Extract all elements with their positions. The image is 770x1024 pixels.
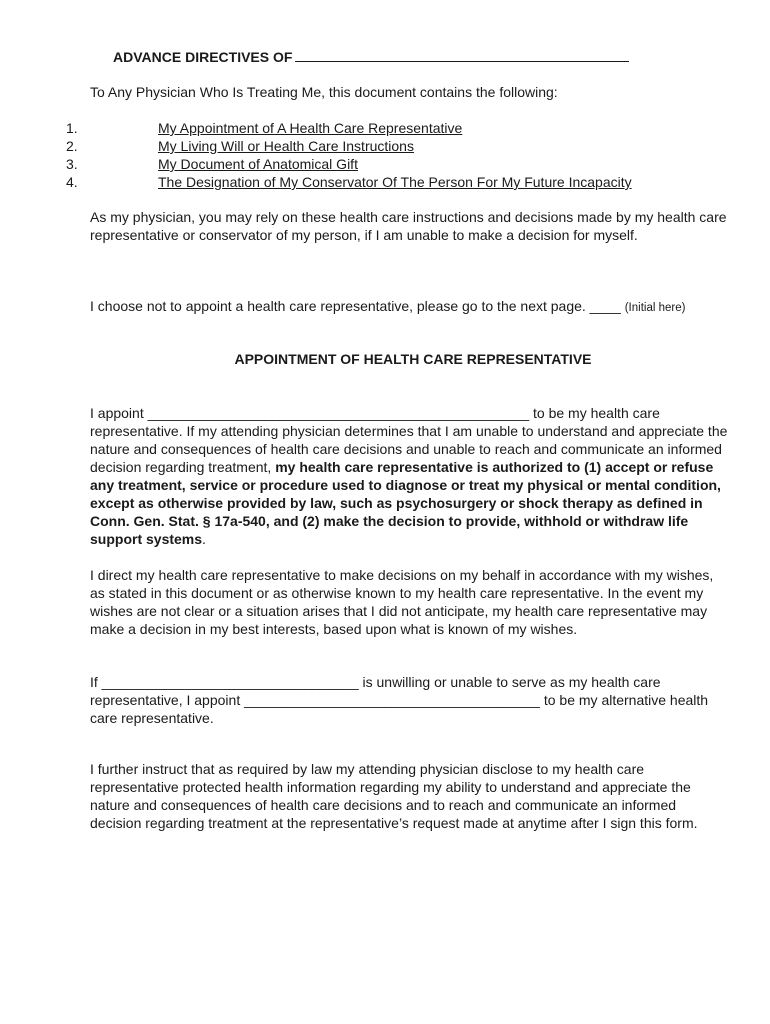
list-item-text: The Designation of My Conservator Of The Person For My Future Incapacity [158, 174, 632, 190]
list-item-text: My Living Will or Health Care Instructions [158, 138, 414, 154]
list-item [66, 155, 746, 173]
appoint-paragraph [90, 404, 730, 548]
list-item-text: My Appointment of A Health Care Representative [158, 120, 463, 136]
choose-text: I choose not to appoint a health care representative, please go to the next page. ____ [90, 298, 621, 314]
direct-paragraph: I direct my health care representative to make decisions on my behalf in accordance with my wishes, as stated in this document or as otherwise known to my health care representative. In the event my wishes are not clear or a situation arises that I did not anticipate, my health care representative may make a decision in my best interests, based upon what is known of my wishes. [90, 567, 714, 637]
rely-paragraph: As my physician, you may rely on these health care instructions and decisions made by my health care representative or conservator of my person, if I am unable to make a decision for myself. [90, 209, 727, 243]
list-item [66, 119, 746, 137]
list-item [66, 173, 746, 191]
contents-list [66, 119, 746, 191]
list-item-number: 4. [66, 174, 78, 190]
initial-here-label: (Initial here) [624, 302, 686, 314]
document-title [113, 47, 629, 66]
list-item-text: My Document of Anatomical Gift [158, 156, 358, 172]
list-item-number: 2. [66, 138, 78, 154]
appoint-text: I appoint _________________________________________________ to be my health care representative. If my attending physician determines that I am unable to understand and appreciate the nature and consequences of health care decisions and unable to reach and communicate an informed decision regarding treatment, [90, 405, 728, 475]
document-title-text: ADVANCE DIRECTIVES OF [113, 49, 293, 65]
list-item-number: 1. [66, 120, 78, 136]
list-item [66, 137, 746, 155]
further-paragraph: I further instruct that as required by law my attending physician disclose to my health care representative protected health information regarding my ability to understand and appreciate the nature and consequences of health care decisions and to reach and communicate an informed decision regarding treatment at the representative’s request made at anytime after I sign this form. [90, 761, 698, 831]
appoint-end: . [202, 531, 206, 547]
appoint-bold-text: my health care representative is authorized to (1) accept or refuse any treatment, service or procedure used to diagnose or treat my physical or mental condition, except as otherwise provided by law, such as psychosurgery or shock therapy as defined in Conn. Gen. Stat. § 17a-540, and (2) make the decision to provide, withhold or withdraw life support systems [90, 459, 721, 547]
name-blank-line [295, 47, 629, 62]
list-item-number: 3. [66, 156, 78, 172]
choose-not-appoint-line [90, 297, 730, 317]
alternate-paragraph: If _________________________________ is unwilling or unable to serve as my health care representative, I appoint ______________________________________ to be my alternative health care representative. [90, 674, 709, 726]
intro-text: To Any Physician Who Is Treating Me, this document contains the following: [90, 84, 558, 100]
section-heading: APPOINTMENT OF HEALTH CARE REPRESENTATIVE [234, 351, 592, 367]
